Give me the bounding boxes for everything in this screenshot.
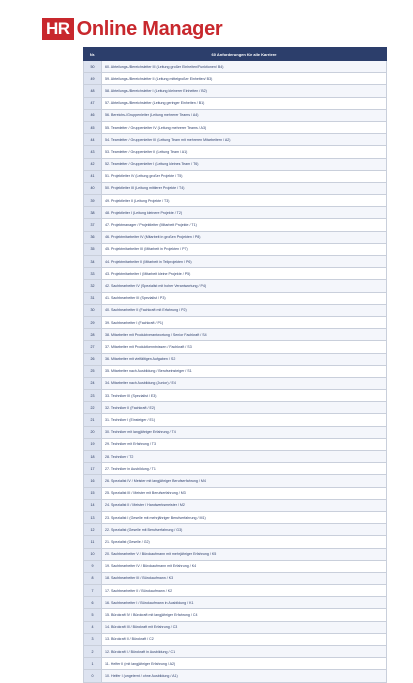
requirement-label: 23. Spezialist I (Geselle mit mehrjähriger Berufserfahrung / M1)	[102, 511, 387, 523]
requirement-label: 47. Projektmanager / Projektleiter (Mitarbeit Projekte / T1)	[102, 219, 387, 231]
table-row	[84, 475, 387, 487]
logo-text: Online Manager	[76, 17, 223, 40]
row-number: 0	[84, 670, 102, 682]
table-row	[84, 341, 387, 353]
table-row	[84, 316, 387, 328]
row-number: 1	[84, 658, 102, 670]
table-row	[84, 572, 387, 584]
row-number: 37	[84, 219, 102, 231]
table-row	[84, 73, 387, 85]
row-number: 44	[84, 134, 102, 146]
table-header-row	[84, 48, 387, 61]
requirement-label: 48. Projektleiter I (Leitung kleinere Projekte / T2)	[102, 207, 387, 219]
requirement-label: 56. Bereichs-/Gruppenleiter (Leitung mehrerer Teams / A4)	[102, 109, 387, 121]
row-number: 41	[84, 170, 102, 182]
table-row	[84, 146, 387, 158]
requirement-label: 33. Techniker III (Spezialist / E3)	[102, 390, 387, 402]
requirement-label: 36. Mitarbeiter mit vielfältigen Aufgaben / S2	[102, 353, 387, 365]
requirement-label: 43. Projektmitarbeiter I (Mitarbeit kleine Projekte / P5)	[102, 268, 387, 280]
row-number: 39	[84, 195, 102, 207]
table-row	[84, 170, 387, 182]
row-number: 16	[84, 475, 102, 487]
table-row	[84, 414, 387, 426]
row-number: 47	[84, 97, 102, 109]
row-number: 13	[84, 511, 102, 523]
table-row	[84, 402, 387, 414]
row-number: 26	[84, 353, 102, 365]
requirements-table	[83, 47, 387, 683]
requirement-label: 49. Projektleiter II (Leitung Projekte / T3)	[102, 195, 387, 207]
table-row	[84, 158, 387, 170]
row-number: 48	[84, 85, 102, 97]
requirement-label: 28. Techniker / T2	[102, 451, 387, 463]
row-number: 35	[84, 243, 102, 255]
requirement-label: 58. Abteilungs-/Bereichsleiter I (Leitung kleinerer Einheiten / B2)	[102, 85, 387, 97]
row-number: 25	[84, 365, 102, 377]
row-number: 32	[84, 280, 102, 292]
row-number: 14	[84, 499, 102, 511]
requirement-label: 53. Teamleiter / Gruppenleiter II (Leitung Team / A1)	[102, 146, 387, 158]
table-row	[84, 280, 387, 292]
table-row	[84, 61, 387, 73]
requirement-label: 12. Bürokraft I / Bürokraft in Ausbildung / C1	[102, 646, 387, 658]
table-row	[84, 633, 387, 645]
table-row	[84, 268, 387, 280]
table-row	[84, 487, 387, 499]
requirement-label: 29. Techniker mit Erfahrung / T3	[102, 438, 387, 450]
requirement-label: 21. Spezialist (Geselle / G2)	[102, 536, 387, 548]
row-number: 3	[84, 633, 102, 645]
table-row	[84, 621, 387, 633]
row-number: 42	[84, 158, 102, 170]
row-number: 23	[84, 390, 102, 402]
table-row	[84, 195, 387, 207]
requirement-label: 37. Mitarbeiter mit Produktkenntnissen / Fachkraft / S3	[102, 341, 387, 353]
table-row	[84, 97, 387, 109]
row-number: 5	[84, 609, 102, 621]
table-row	[84, 451, 387, 463]
requirement-label: 44. Projektmitarbeiter II (Mitarbeit in Teilprojekten / P6)	[102, 256, 387, 268]
requirement-label: 27. Techniker in Ausbildung / T1	[102, 463, 387, 475]
row-number: 19	[84, 438, 102, 450]
table-row	[84, 585, 387, 597]
table-row	[84, 536, 387, 548]
requirement-label: 24. Spezialist II / Meister / Handwerksmeister / M2	[102, 499, 387, 511]
requirement-label: 26. Spezialist IV / Meister mit langjähriger Berufserfahrung / M4	[102, 475, 387, 487]
row-number: 49	[84, 73, 102, 85]
hr-online-manager-logo	[42, 18, 222, 40]
requirement-label: 54. Teamleiter / Gruppenleiter III (Leitung Team mit mehreren Mitarbeitern / A2)	[102, 134, 387, 146]
row-number: 45	[84, 121, 102, 133]
table-row	[84, 256, 387, 268]
table-body	[84, 61, 387, 683]
row-number: 33	[84, 268, 102, 280]
table-row	[84, 524, 387, 536]
table-row	[84, 597, 387, 609]
row-number: 11	[84, 536, 102, 548]
table-row	[84, 329, 387, 341]
requirement-label: 10. Helfer I (ungelernt / ohne Ausbildung / A1)	[102, 670, 387, 682]
row-number: 30	[84, 304, 102, 316]
table-row	[84, 231, 387, 243]
requirement-label: 14. Bürokraft III / Bürokraft mit Erfahrung / C3	[102, 621, 387, 633]
requirement-label: 59. Abteilungs-/Bereichsleiter II (Leitung mittelgroßer Einheiten/ B3)	[102, 73, 387, 85]
row-number: 31	[84, 292, 102, 304]
requirement-label: 45. Projektmitarbeiter III (Mitarbeit in Projekten / P7)	[102, 243, 387, 255]
requirement-label: 19. Sachbearbeiter IV / Bürokaufmann mit Erfahrung / K4	[102, 560, 387, 572]
row-number: 15	[84, 487, 102, 499]
table-row	[84, 219, 387, 231]
table-row	[84, 499, 387, 511]
column-header-nr: Nr.	[84, 48, 102, 61]
row-number: 38	[84, 207, 102, 219]
row-number: 9	[84, 560, 102, 572]
row-number: 8	[84, 572, 102, 584]
table-row	[84, 438, 387, 450]
row-number: 21	[84, 414, 102, 426]
row-number: 2	[84, 646, 102, 658]
requirement-label: 18. Sachbearbeiter III / Bürokaufmann / K3	[102, 572, 387, 584]
row-number: 12	[84, 524, 102, 536]
table-row	[84, 548, 387, 560]
requirement-label: 41. Sachbearbeiter III (Spezialist / P3)	[102, 292, 387, 304]
requirement-label: 50. Projektleiter III (Leitung mittlerer Projekte / T4)	[102, 182, 387, 194]
requirement-label: 34. Mitarbeiter nach Ausbildung (Junior) / E4	[102, 377, 387, 389]
table-row	[84, 426, 387, 438]
requirement-label: 52. Teamleiter / Gruppenleiter I (Leitung kleines Team / T6)	[102, 158, 387, 170]
table-row	[84, 390, 387, 402]
row-number: 34	[84, 256, 102, 268]
row-number: 27	[84, 341, 102, 353]
requirement-label: 40. Sachbearbeiter II (Fachkraft mit Erfahrung / P2)	[102, 304, 387, 316]
requirement-label: 60. Abteilungs-/Bereichsleiter III (Leitung großer Einheiten/Funktionen/ B4)	[102, 61, 387, 73]
row-number: 46	[84, 109, 102, 121]
row-number: 20	[84, 426, 102, 438]
requirement-label: 57. Abteilungs-/Bereichsleiter (Leitung geringer Einheiten / B1)	[102, 97, 387, 109]
table-row	[84, 292, 387, 304]
column-header-requirements: 60 Anforderungen für alle Karriere	[102, 48, 387, 61]
row-number: 36	[84, 231, 102, 243]
table-row	[84, 182, 387, 194]
table-row	[84, 609, 387, 621]
requirement-label: 17. Sachbearbeiter II / Bürokaufmann / K2	[102, 585, 387, 597]
row-number: 17	[84, 463, 102, 475]
row-number: 6	[84, 597, 102, 609]
row-number: 28	[84, 329, 102, 341]
row-number: 40	[84, 182, 102, 194]
logo-hr-box: HR	[42, 18, 74, 40]
requirement-label: 38. Mitarbeiter mit Produktverantwortung / Senior Fachkraft / S4	[102, 329, 387, 341]
table-row	[84, 85, 387, 97]
requirement-label: 31. Techniker I (Einsteiger / E1)	[102, 414, 387, 426]
table-row	[84, 646, 387, 658]
table-row	[84, 353, 387, 365]
requirement-label: 46. Projektmitarbeiter IV (Mitarbeit in großen Projekten / P8)	[102, 231, 387, 243]
requirement-label: 22. Spezialist (Geselle mit Berufserfahrung / G3)	[102, 524, 387, 536]
row-number: 10	[84, 548, 102, 560]
table-row	[84, 511, 387, 523]
requirement-label: 51. Projektleiter IV (Leitung großer Projekte / T5)	[102, 170, 387, 182]
requirement-label: 32. Techniker II (Fachkraft / E2)	[102, 402, 387, 414]
table-row	[84, 207, 387, 219]
requirement-label: 20. Sachbearbeiter V / Bürokaufmann mit mehrjähriger Erfahrung / K5	[102, 548, 387, 560]
requirement-label: 25. Spezialist III / Meister mit Berufserfahrung / M3	[102, 487, 387, 499]
table-row	[84, 109, 387, 121]
requirement-label: 55. Teamleiter / Gruppenleiter IV (Leitung mehrerer Teams / A3)	[102, 121, 387, 133]
row-number: 4	[84, 621, 102, 633]
table-row	[84, 304, 387, 316]
row-number: 24	[84, 377, 102, 389]
table-row	[84, 463, 387, 475]
row-number: 22	[84, 402, 102, 414]
table-row	[84, 121, 387, 133]
requirement-label: 35. Mitarbeiter nach Ausbildung / Berufseinsteiger / S1	[102, 365, 387, 377]
row-number: 43	[84, 146, 102, 158]
requirement-label: 13. Bürokraft II / Bürokraft / C2	[102, 633, 387, 645]
requirement-label: 15. Bürokraft IV / Bürokraft mit langjähriger Erfahrung / C4	[102, 609, 387, 621]
requirement-label: 16. Sachbearbeiter I / Bürokaufmann in Ausbildung / K1	[102, 597, 387, 609]
table-row	[84, 134, 387, 146]
row-number: 7	[84, 585, 102, 597]
table-row	[84, 243, 387, 255]
table-row	[84, 658, 387, 670]
table-row	[84, 377, 387, 389]
requirement-label: 42. Sachbearbeiter IV (Spezialist mit hoher Verantwortung / P4)	[102, 280, 387, 292]
requirement-label: 30. Techniker mit langjähriger Erfahrung / T4	[102, 426, 387, 438]
row-number: 50	[84, 61, 102, 73]
table-row	[84, 560, 387, 572]
row-number: 29	[84, 316, 102, 328]
table-row	[84, 670, 387, 682]
requirement-label: 39. Sachbearbeiter I (Fachkraft / P1)	[102, 316, 387, 328]
requirement-label: 11. Helfer II (mit langjähriger Erfahrung / A2)	[102, 658, 387, 670]
table-row	[84, 365, 387, 377]
row-number: 18	[84, 451, 102, 463]
